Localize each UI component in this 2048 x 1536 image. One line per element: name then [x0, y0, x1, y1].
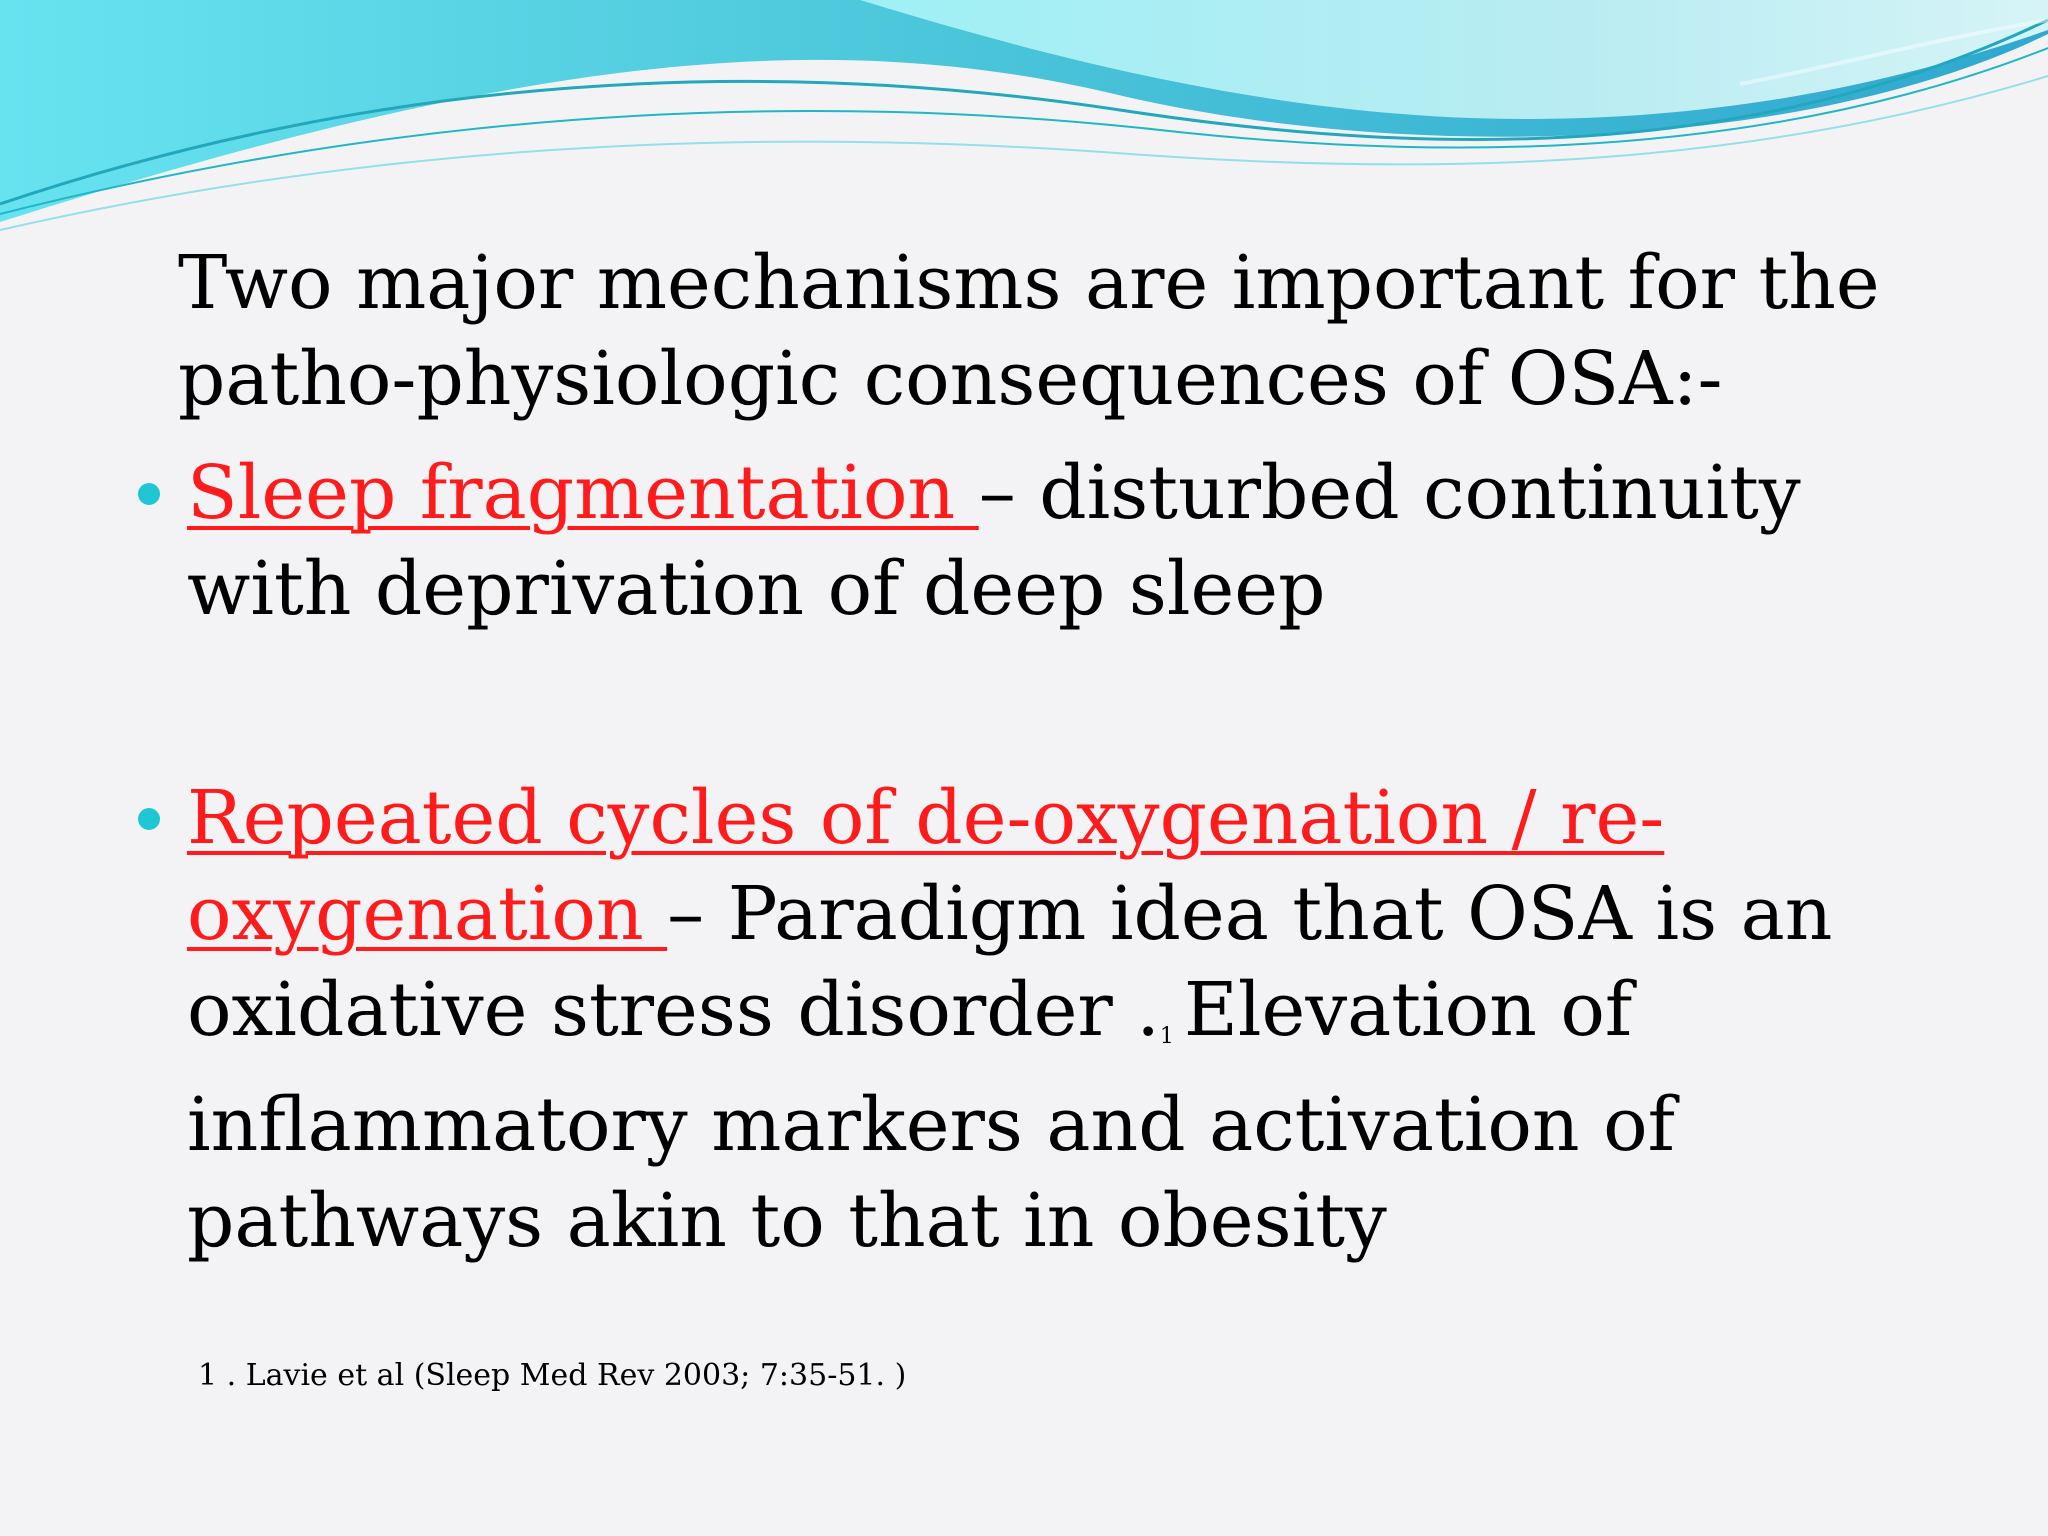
bullet-description-part-a: – Paradigm idea that OSA is an oxidative stress disorder .: [187, 871, 1833, 1053]
highlighted-term: Sleep fragmentation: [187, 450, 979, 536]
bullet-icon: [138, 808, 160, 830]
bullet-text: [187, 445, 1917, 637]
bullet-icon: [138, 483, 160, 505]
bullet-text: [187, 770, 1917, 1269]
bullet-description-part-b: Elevation of inflammatory markers and activation of pathways akin to that in obesity: [187, 967, 1676, 1264]
intro-text: Two major mechanisms are important for the patho-physiologic consequences of OSA:-: [178, 240, 1880, 422]
footnote: 1 . Lavie et al (Sleep Med Rev 2003; 7:35-51. ): [198, 1358, 907, 1393]
bullet-description: – disturbed continuity with deprivation of deep sleep: [187, 450, 1801, 632]
reference-mark: 1: [1159, 1024, 1174, 1049]
highlighted-term: Repeated cycles of de-oxygenation / re-oxygenation: [187, 775, 1665, 957]
